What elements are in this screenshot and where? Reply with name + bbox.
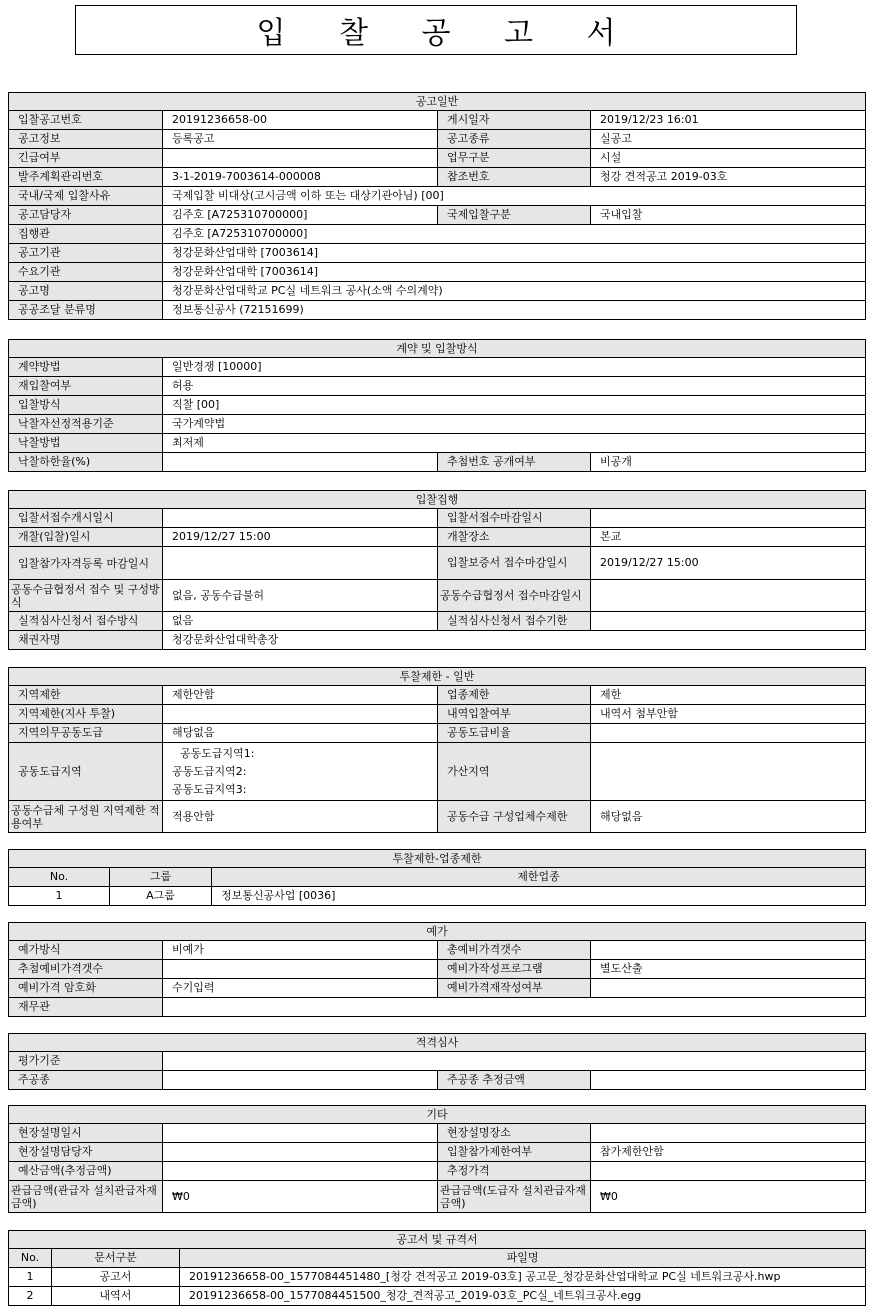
file-link[interactable]: 20191236658-00_1577084451500_청강_견적공고_2019-03호_PC실_네트워크공사.egg [180,1287,866,1306]
row-doc-type: 내역서 [52,1287,180,1306]
field-value: 일반경쟁 [10000] [163,358,866,377]
section-etc [8,1105,866,1213]
document-title: 입 찰 공 고 서 [75,5,797,55]
field-value: 3-1-2019-7003614-000008 [163,168,438,187]
field-value [163,1124,438,1143]
field-label: 실적심사신청서 접수기한 [438,612,591,631]
section-restriction-industry [8,849,866,906]
section-caption: 적격심사 [9,1034,866,1052]
joint-region-3: 공동도급지역3: [172,782,247,796]
field-value: 직찰 [00] [163,396,866,415]
field-value [591,509,866,528]
field-label: 게시일자 [438,111,591,130]
field-label: 예비가격 암호화 [9,979,163,998]
row-doc-type: 공고서 [52,1268,180,1287]
column-header: No. [9,868,110,887]
field-value: 청강문화산업대학총장 [163,631,866,650]
field-value [163,1071,438,1090]
field-label: 추정가격 [438,1162,591,1181]
field-value: 적용안함 [163,801,438,833]
column-header: 제한업종 [212,868,866,887]
field-value: 청강문화산업대학 [7003614] [163,244,866,263]
field-value: 비예가 [163,941,438,960]
row-number: 2 [9,1287,52,1306]
field-value [591,979,866,998]
row-industry: 정보통신공사업 [0036] [212,887,866,906]
field-label: 가산지역 [438,743,591,801]
field-value: 국가계약법 [163,415,866,434]
field-value [163,1162,438,1181]
field-label: 낙찰하한율(%) [9,453,163,472]
field-value: 없음 [163,612,438,631]
joint-region-list [163,743,438,801]
table-row [9,1268,866,1287]
field-value: 김주호 [A725310700000] [163,225,866,244]
field-label: 채권자명 [9,631,163,650]
field-label: 공동수급협정서 접수마감일시 [438,580,591,612]
section-qualification [8,1033,866,1090]
field-value: 실공고 [591,130,866,149]
section-estimate [8,922,866,1017]
field-label: 예가방식 [9,941,163,960]
field-value [591,612,866,631]
field-label: 국내/국제 입찰사유 [9,187,163,206]
field-value: 2019/12/27 15:00 [591,547,866,580]
field-value [163,453,438,472]
field-label: 내역입찰여부 [438,705,591,724]
field-label: 추첨예비가격갯수 [9,960,163,979]
field-value [591,1124,866,1143]
field-label: 총예비가격갯수 [438,941,591,960]
field-label: 예비가격재작성여부 [438,979,591,998]
field-value [163,1052,866,1071]
field-label: 지역의무공동도급 [9,724,163,743]
field-value: 정보통신공사 (72151699) [163,301,866,320]
field-value: 허용 [163,377,866,396]
field-value [163,998,866,1017]
field-label: 계약방법 [9,358,163,377]
field-value: ₩0 [591,1181,866,1213]
field-value: 국내입찰 [591,206,866,225]
field-label: 공공조달 분류명 [9,301,163,320]
field-label: 업종제한 [438,686,591,705]
field-value [163,149,438,168]
field-value: 제한안함 [163,686,438,705]
field-label: 재입찰여부 [9,377,163,396]
field-label: 지역제한(지사 투찰) [9,705,163,724]
field-value [163,547,438,580]
field-label: 참조번호 [438,168,591,187]
field-label: 지역제한 [9,686,163,705]
section-caption: 예가 [9,923,866,941]
field-label: 현장설명담당자 [9,1143,163,1162]
field-value: 제한 [591,686,866,705]
section-caption: 기타 [9,1106,866,1124]
field-value [163,705,438,724]
row-number: 1 [9,887,110,906]
field-value [591,1071,866,1090]
field-label: 공동수급 구성업체수제한 [438,801,591,833]
field-label: 입찰공고번호 [9,111,163,130]
field-label: 발주계획관리번호 [9,168,163,187]
field-value [591,743,866,801]
field-value: 비공개 [591,453,866,472]
field-label: 공고정보 [9,130,163,149]
section-restriction-general [8,667,866,833]
field-value: 국제입찰 비대상(고시금액 이하 또는 대상기관아님) [00] [163,187,866,206]
table-row [9,887,866,906]
field-label: 개찰장소 [438,528,591,547]
field-label: 관급금액(도급자 설치관급자재금액) [438,1181,591,1213]
field-label: 입찰서접수개시일시 [9,509,163,528]
section-caption: 공고서 및 규격서 [9,1231,866,1249]
field-label: 공고기관 [9,244,163,263]
section-caption: 투찰제한-업종제한 [9,850,866,868]
field-label: 입찰참가제한여부 [438,1143,591,1162]
column-header: 그룹 [110,868,212,887]
field-value: 참가제한안함 [591,1143,866,1162]
table-row [9,1287,866,1306]
section-contract [8,339,866,472]
field-label: 공동수급체 구성원 지역제한 적용여부 [9,801,163,833]
field-value: 수기입력 [163,979,438,998]
field-value: 최저제 [163,434,866,453]
field-label: 예산금액(추정금액) [9,1162,163,1181]
field-label: 공동도급지역 [9,743,163,801]
section-caption: 투찰제한 - 일반 [9,668,866,686]
field-label: 국제입찰구분 [438,206,591,225]
field-label: 공고명 [9,282,163,301]
section-execution [8,490,866,650]
field-label: 현장설명일시 [9,1124,163,1143]
row-number: 1 [9,1268,52,1287]
field-label: 추첨번호 공개여부 [438,453,591,472]
row-group: A그룹 [110,887,212,906]
column-header: No. [9,1249,52,1268]
bid-number-value: 20191236658-00 [163,111,438,130]
field-value [591,580,866,612]
field-label: 입찰보증서 접수마감일시 [438,547,591,580]
field-value: 없음, 공동수급불허 [163,580,438,612]
column-header: 파일명 [180,1249,866,1268]
field-value: 시설 [591,149,866,168]
field-value [163,509,438,528]
field-label: 재무관 [9,998,163,1017]
section-caption: 공고일반 [9,93,866,111]
section-attachments [8,1230,866,1306]
field-label: 공고담당자 [9,206,163,225]
field-value: 2019/12/27 15:00 [163,528,438,547]
joint-region-1: 공동도급지역1: [180,746,255,760]
field-label: 입찰참가자격등록 마감일시 [9,547,163,580]
joint-region-2: 공동도급지역2: [172,764,247,778]
field-value: ₩0 [163,1181,438,1213]
field-label: 개찰(입찰)일시 [9,528,163,547]
field-value [163,1143,438,1162]
field-label: 실적심사신청서 접수방식 [9,612,163,631]
field-label: 긴급여부 [9,149,163,168]
field-label: 낙찰방법 [9,434,163,453]
field-value [591,941,866,960]
field-label: 입찰서접수마감일시 [438,509,591,528]
field-value: 청강 견적공고 2019-03호 [591,168,866,187]
field-label: 예비가작성프로그램 [438,960,591,979]
section-caption: 입찰집행 [9,491,866,509]
field-value: 본교 [591,528,866,547]
field-value [591,1162,866,1181]
field-value: 김주호 [A725310700000] [163,206,438,225]
field-label: 업무구분 [438,149,591,168]
file-link[interactable]: 20191236658-00_1577084451480_[청강 견적공고 2019-03호] 공고문_청강문화산업대학교 PC실 네트워크공사.hwp [180,1268,866,1287]
field-label: 낙찰자선정적용기준 [9,415,163,434]
section-caption: 계약 및 입찰방식 [9,340,866,358]
section-general [8,92,866,320]
field-value: 등록공고 [163,130,438,149]
post-date-value: 2019/12/23 16:01 [591,111,866,130]
field-label: 주공종 [9,1071,163,1090]
field-value: 해당없음 [163,724,438,743]
field-value: 청강문화산업대학 [7003614] [163,263,866,282]
field-label: 입찰방식 [9,396,163,415]
field-label: 공동도급비율 [438,724,591,743]
field-label: 수요기관 [9,263,163,282]
field-label: 평가기준 [9,1052,163,1071]
field-value: 해당없음 [591,801,866,833]
field-value [163,960,438,979]
field-label: 집행관 [9,225,163,244]
field-label: 공동수급협정서 접수 및 구성방식 [9,580,163,612]
field-value: 별도산출 [591,960,866,979]
notice-name-value: 청강문화산업대학교 PC실 네트워크 공사(소액 수의계약) [163,282,866,301]
field-label: 관급금액(관급자 설치관급자재금액) [9,1181,163,1213]
field-value [591,724,866,743]
field-value: 내역서 첨부안함 [591,705,866,724]
column-header: 문서구분 [52,1249,180,1268]
field-label: 공고종류 [438,130,591,149]
field-label: 주공종 추정금액 [438,1071,591,1090]
field-label: 현장설명장소 [438,1124,591,1143]
